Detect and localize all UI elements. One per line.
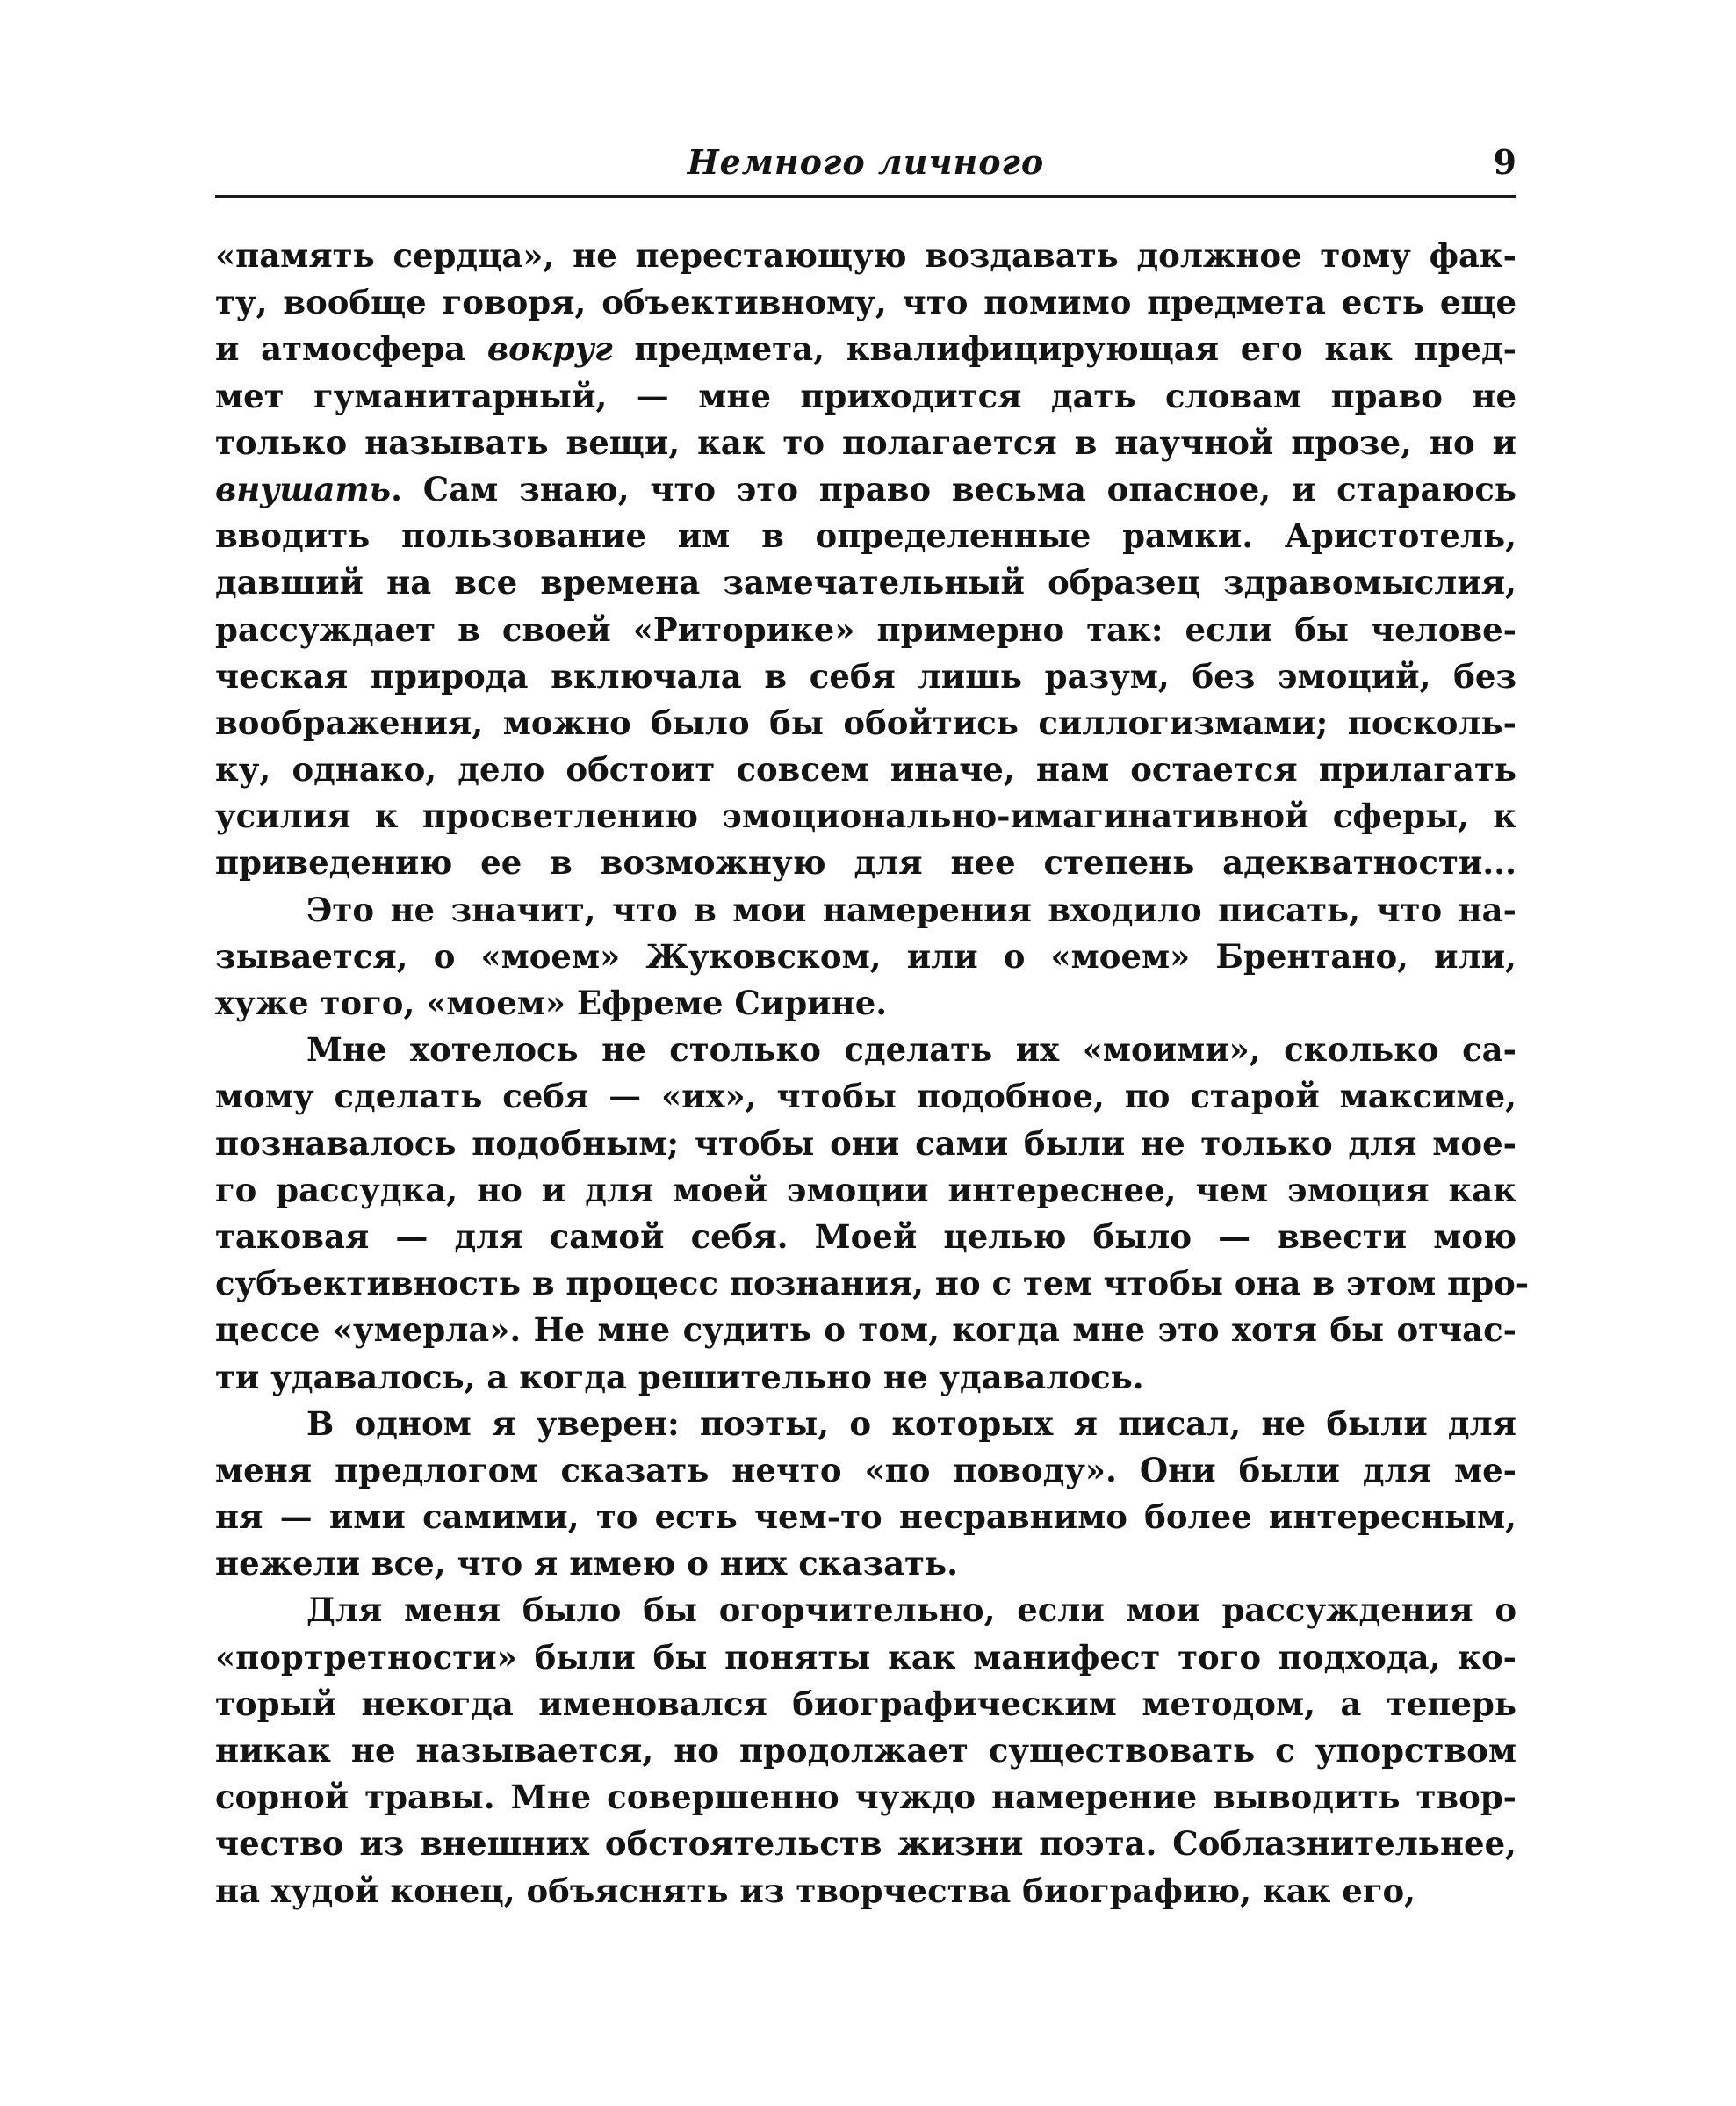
text-line: торый некогда именовался биографическим методом, а теперь: [215, 1684, 1516, 1723]
text-line: только называть вещи, как то полагается в научной прозе, но и: [215, 422, 1516, 462]
text-line: вводить пользование им в определенные рамки. Аристотель,: [215, 516, 1516, 556]
text-line: давший на все времена замечательный образец здравомыслия,: [215, 563, 1516, 602]
text-line: таковая — для самой себя. Моей целью было — ввести мою: [215, 1216, 1516, 1256]
text-line: мому сделать себя — «их», чтобы подобное, по старой максиме,: [215, 1077, 1516, 1116]
text-line: Это не значит, что в мои намерения входило писать, что на-: [306, 890, 1516, 929]
text-line: чество из внешних обстоятельств жизни поэта. Соблазнительнее,: [215, 1824, 1516, 1864]
paragraph: [215, 1401, 1516, 1588]
text-line: цессе «умерла». Не мне судить о том, когда мне это хотя бы отчас-: [215, 1310, 1516, 1350]
paragraph: [215, 1587, 1516, 1914]
text-line: субъективность в процесс познания, но с тем чтобы она в этом про-: [215, 1264, 1530, 1303]
text-line: приведению ее в возможную для нее степень адекватности...: [215, 843, 1516, 883]
text-line: го рассудка, но и для моей эмоции интереснее, чем эмоция как: [215, 1170, 1516, 1209]
italic-emphasis: вокруг: [486, 329, 613, 369]
body-text: [215, 233, 1530, 1915]
text-line: усилия к просветлению эмоционально-имагинативной сферы, к: [215, 797, 1516, 836]
text-line: и атмосфера вокруг предмета, квалифицирующая его как пред-: [215, 329, 1517, 369]
text-line: «память сердца», не перестающую воздавать должное тому фак-: [215, 236, 1516, 275]
text-line: внушать. Сам знаю, что это право весьма опасное, и стараюсь: [215, 469, 1516, 508]
text-line: зывается, о «моем» Жуковском, или о «моем» Брентано, или,: [215, 936, 1516, 976]
text-line: ческая природа включала в себя лишь разум, без эмоций, без: [215, 656, 1516, 696]
text-line: рассуждает в своей «Риторике» примерно так: если бы челове-: [215, 609, 1516, 649]
text-line: ня — ими самими, то есть чем-то несравнимо более интересным,: [215, 1497, 1516, 1537]
text-line: мет гуманитарный, — мне приходится дать словам право не: [215, 376, 1516, 415]
text-line: хуже того, «моем» Ефреме Сирине.: [215, 984, 888, 1022]
text-line: сорной травы. Мне совершенно чуждо намерение выводить твор-: [215, 1778, 1516, 1817]
text-line: на худой конец, объяснять из творчества биографию, как его,: [215, 1871, 1416, 1910]
text-line: воображения, можно было бы обойтись силлогизмами; посколь-: [215, 703, 1516, 742]
running-title: Немного личного: [687, 142, 1045, 182]
text-line: В одном я уверен: поэты, о которых я писал, не были для: [306, 1403, 1516, 1443]
text-line: никак не называется, но продолжает существовать с упорством: [215, 1731, 1516, 1770]
book-page: [215, 141, 1530, 2020]
italic-emphasis: внушать: [215, 469, 392, 508]
text-line: ту, вообще говоря, объективному, что помимо предмета есть еще: [215, 283, 1516, 322]
paragraph: [215, 233, 1516, 887]
paragraph: [215, 887, 1516, 1028]
text-line: ку, однако, дело обстоит совсем иначе, нам остается прилагать: [215, 750, 1516, 790]
page-number: 9: [1493, 142, 1516, 182]
paragraph: [215, 1027, 1530, 1401]
running-head: [215, 141, 1516, 198]
text-line: Для меня было бы огорчительно, если мои рассуждения о: [306, 1590, 1516, 1630]
text-line: познавалось подобным; чтобы они сами были не только для мое-: [215, 1123, 1516, 1163]
text-line: ти удавалось, а когда решительно не удавалось.: [215, 1357, 1144, 1396]
text-line: нежели все, что я имею о них сказать.: [215, 1544, 958, 1583]
text-line: Мне хотелось не столько сделать их «моими», сколько са-: [306, 1030, 1516, 1070]
text-line: «портретности» были бы поняты как манифест того подхода, ко-: [215, 1637, 1516, 1677]
text-line: меня предлогом сказать нечто «по поводу». Они были для ме-: [215, 1450, 1516, 1489]
